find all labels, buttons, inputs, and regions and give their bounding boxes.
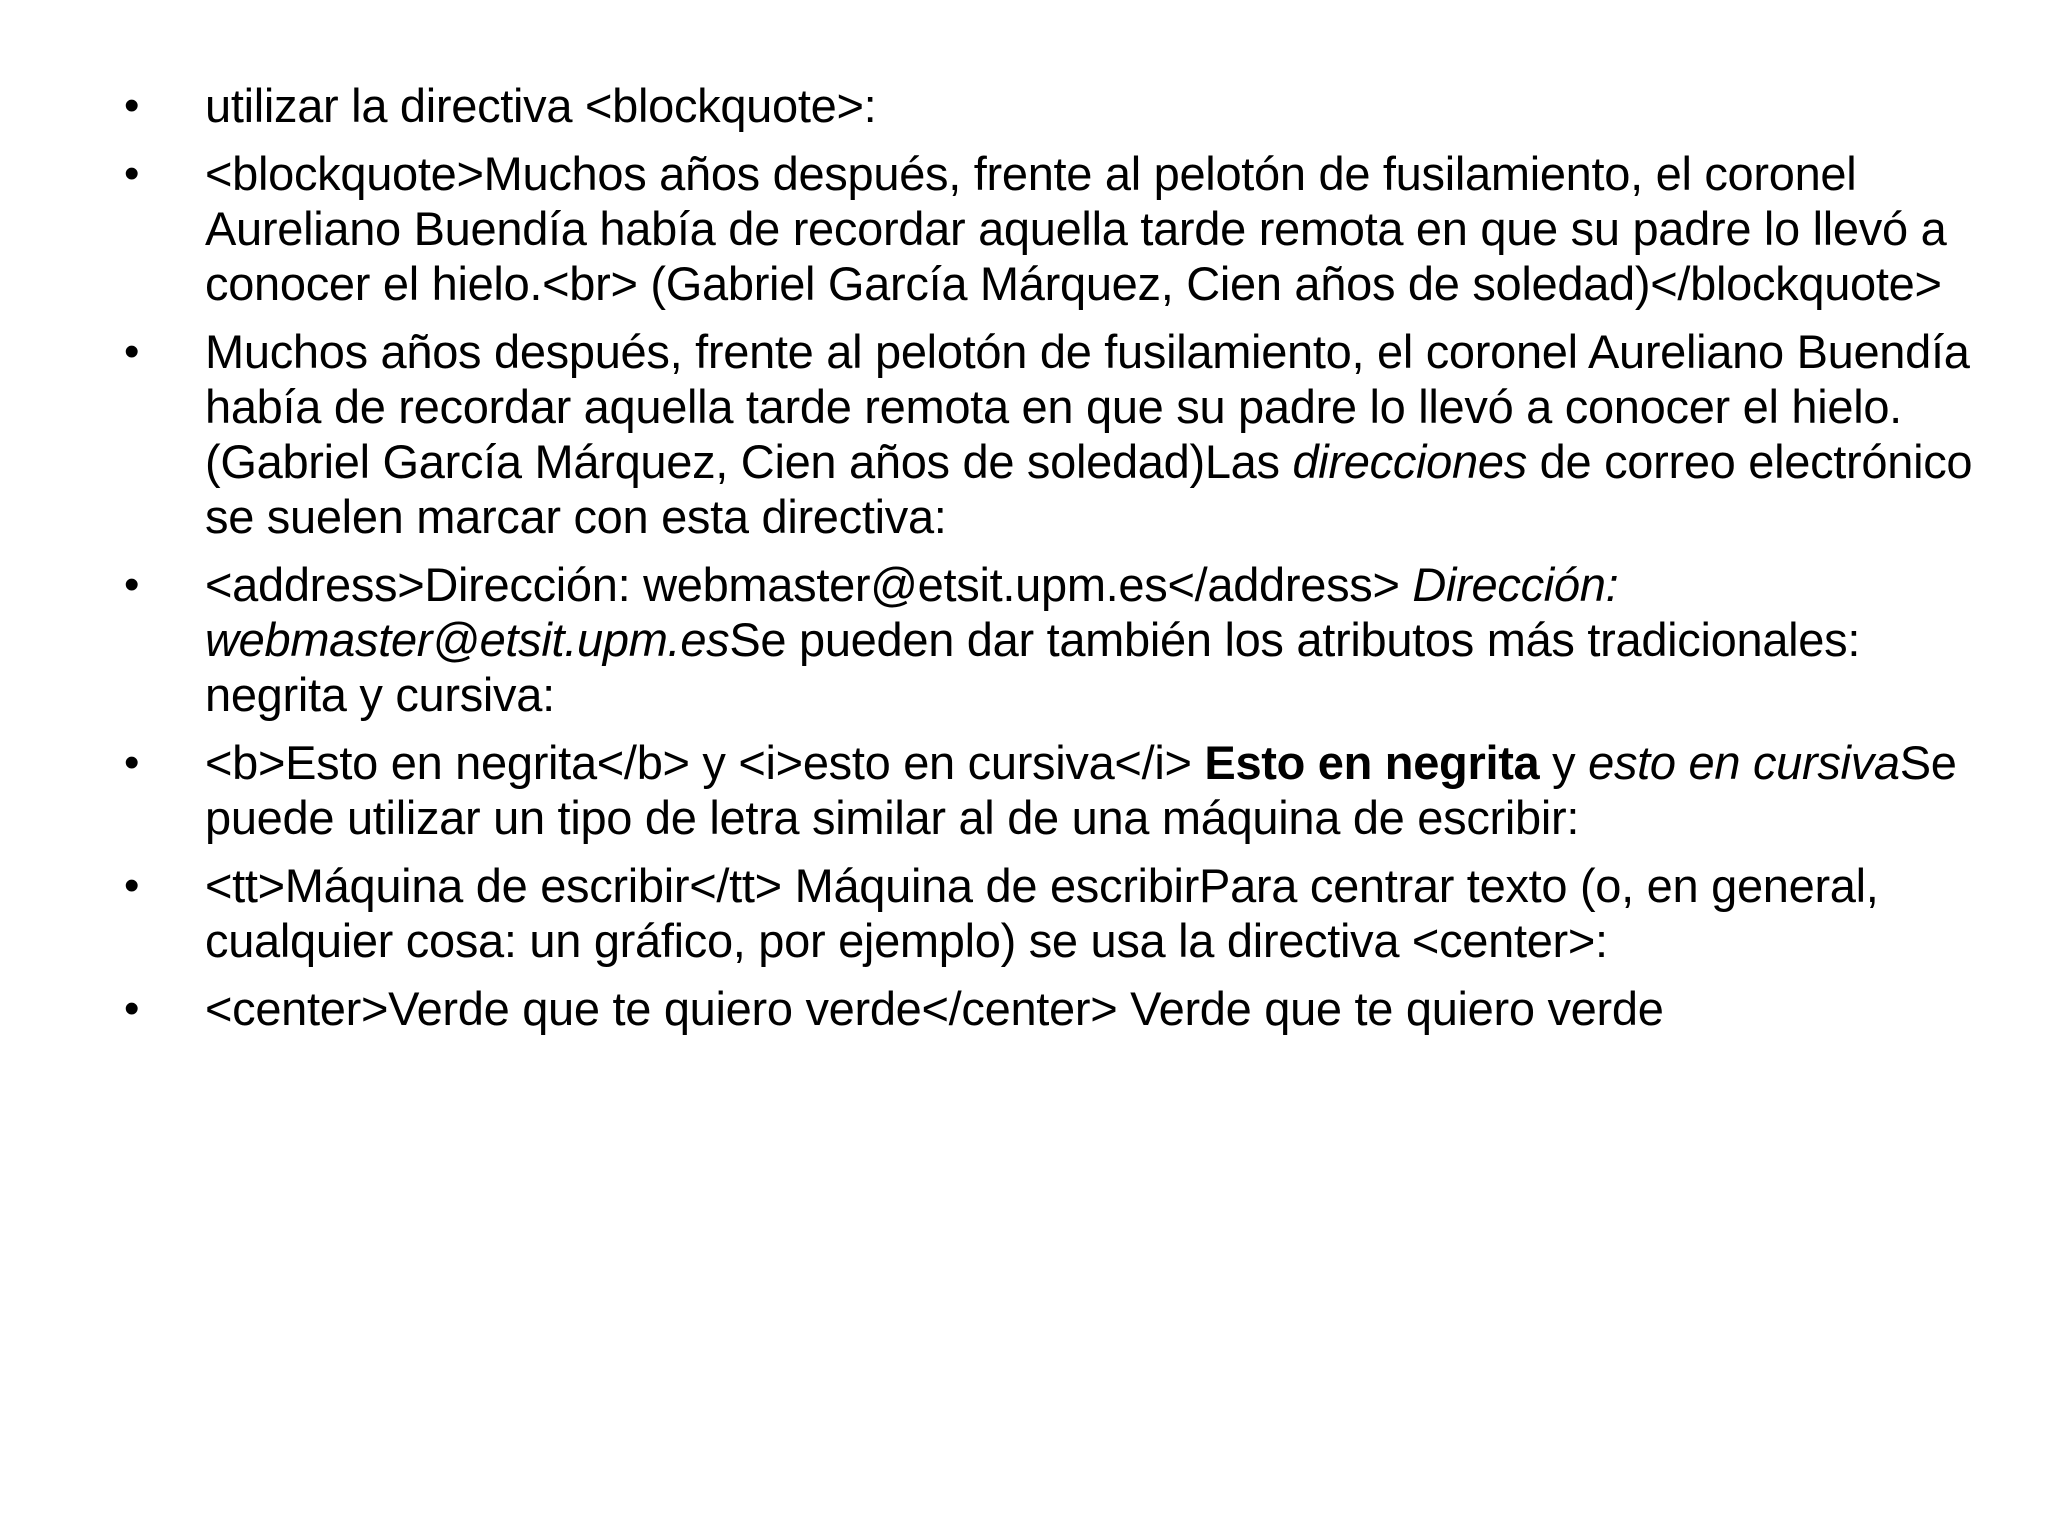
bullet-item-1: [0, 78, 2048, 133]
bullet-item-7: [0, 981, 2048, 1036]
bullet-glyph: •: [124, 984, 140, 1033]
bullet-glyph: •: [124, 149, 140, 198]
italic-text: direcciones: [1292, 435, 1527, 488]
bullet-item-6: [0, 858, 2048, 968]
bullet-text: de correo electrónico se suelen marcar con esta directiva:: [205, 435, 1973, 543]
bullet-text: <blockquote>Muchos años después, frente al pelotón de fusilamiento, el coronel Aureliano Buendía había de recordar aquella tarde remota en que su padre lo llevó a conocer el hielo.<br> (Gabriel García Márquez, Cien años de soledad)</blockquote>: [205, 147, 1947, 310]
bullet-text: <tt>Máquina de escribir</tt> Máquina de escribirPara centrar texto (o, en general, cualquier cosa: un gráfico, por ejemplo) se usa la directiva <center>:: [205, 859, 1879, 967]
bullet-glyph: •: [124, 81, 140, 130]
bullet-text: utilizar la directiva <blockquote>:: [205, 79, 877, 132]
bullet-item-3: [0, 324, 2048, 544]
bullet-text: <b>Esto en negrita</b> y <i>esto en cursiva</i>: [205, 736, 1205, 789]
bullet-glyph: •: [124, 327, 140, 376]
bullet-item-2: [0, 146, 2048, 311]
bullet-text: Se puede utilizar un tipo de letra similar al de una máquina de escribir:: [205, 736, 1957, 844]
bullet-text: <center>Verde que te quiero verde</center> Verde que te quiero verde: [205, 982, 1664, 1035]
italic-address: Dirección: webmaster@etsit.upm.es: [205, 558, 1619, 666]
bullet-text: <address>Dirección: webmaster@etsit.upm.es</address>: [205, 558, 1413, 611]
bullet-item-5: [0, 735, 2048, 845]
quote-attribution: (Gabriel García Márquez, Cien años de soledad)Las: [205, 435, 1293, 488]
bold-text: Esto en negrita: [1204, 736, 1540, 789]
bullet-item-4: [0, 557, 2048, 722]
bullet-glyph: •: [124, 738, 140, 787]
italic-text: esto en cursiva: [1588, 736, 1900, 789]
quote-text: Muchos años después, frente al pelotón de fusilamiento, el coronel Aureliano Buendía había de recordar aquella tarde remota en que su padre lo llevó a conocer el hielo.: [205, 325, 1970, 433]
bullet-text: y: [1539, 736, 1589, 789]
bullet-list: [0, 78, 2048, 1049]
bullet-text: Se pueden dar también los atributos más tradicionales: negrita y cursiva:: [205, 613, 1861, 721]
bullet-glyph: •: [124, 861, 140, 910]
bullet-glyph: •: [124, 560, 140, 609]
